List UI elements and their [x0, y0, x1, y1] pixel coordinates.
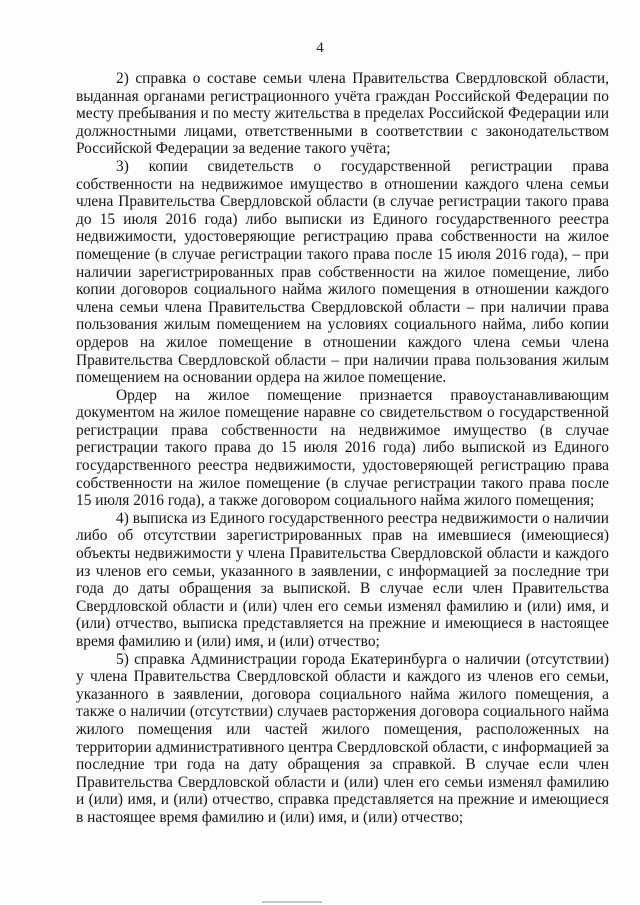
scan-artifact-line	[262, 901, 322, 903]
paragraph-item-5: 5) справка Администрации города Екатеринбурга о наличии (отсутствии) у члена Правительства Свердловской области и каждого из членов его семьи, указанного в заявлении, договора социального найма жилого помещения, а также о наличии (отсутствии) случаев расторжения договора социального найма жилого помещения или частей жилого помещения, расположенных на территории административного центра Свердловской области, с информацией за последние три года на дату обращения за справкой. В случае если член Правительства Свердловской области и (или) член его семьи изменял фамилию и (или) имя, и (или) отчество, справка представляется на прежние и имеющиеся в настоящее время фамилию и (или) имя, и (или) отчество;	[76, 650, 609, 826]
paragraph-item-3: 3) копии свидетельств о государственной регистрации права собственности на недвижимое имущество в отношении каждого члена семьи члена Правительства Свердловской области (в случае регистрации такого права до 15 июля 2016 года) либо выписки из Единого государственного реестра недвижимости, удостоверяющие регистрацию права собственности на жилое помещение (в случае регистрации такого права после 15 июля 2016 года), – при наличии зарегистрированных прав собственности на жилое помещение, либо копии договоров социального найма жилого помещения в отношении каждого члена семьи члена Правительства Свердловской области – при наличии права пользования жилым помещением на условиях социального найма, либо копии ордеров на жилое помещение в отношении каждого члена семьи члена Правительства Свердловской области – при наличии права пользования жилым помещением на основании ордера на жилое помещение.	[76, 157, 609, 387]
document-body	[76, 70, 609, 827]
page-number: 4	[316, 40, 324, 56]
paragraph-item-2: 2) справка о составе семьи члена Правительства Свердловской области, выданная органами регистрационного учёта граждан Российской Федерации по месту пребывания и по месту жительства в пределах Российской Федерации или должностными лицами, ответственными в соответствии с законодательством Российской Федерации за ведение такого учёта;	[76, 70, 609, 158]
paragraph-order-note: Ордер на жилое помещение признается правоустанавливающим документом на жилое помещение наравне со свидетельством о государственной регистрации права собственности на недвижимое имущество (в случае регистрации такого права до 15 июля 2016 года) либо выпиской из Единого государственного реестра недвижимости, удостоверяющей регистрацию права собственности на жилое помещение (в случае регистрации такого права после 15 июля 2016 года), а также договором социального найма жилого помещения;	[76, 386, 609, 510]
paragraph-item-4: 4) выписка из Единого государственного реестра недвижимости о наличии либо об отсутствии зарегистрированных прав на имевшиеся (имеющиеся) объекты недвижимости у члена Правительства Свердловской области и каждого из членов его семьи, указанного в заявлении, с информацией за последние три года до даты обращения за выпиской. В случае если член Правительства Свердловской области и (или) член его семьи изменял фамилию и (или) имя, и (или) отчество, выписка представляется на прежние и имеющиеся в настоящее время фамилию и (или) имя, и (или) отчество;	[76, 509, 609, 650]
